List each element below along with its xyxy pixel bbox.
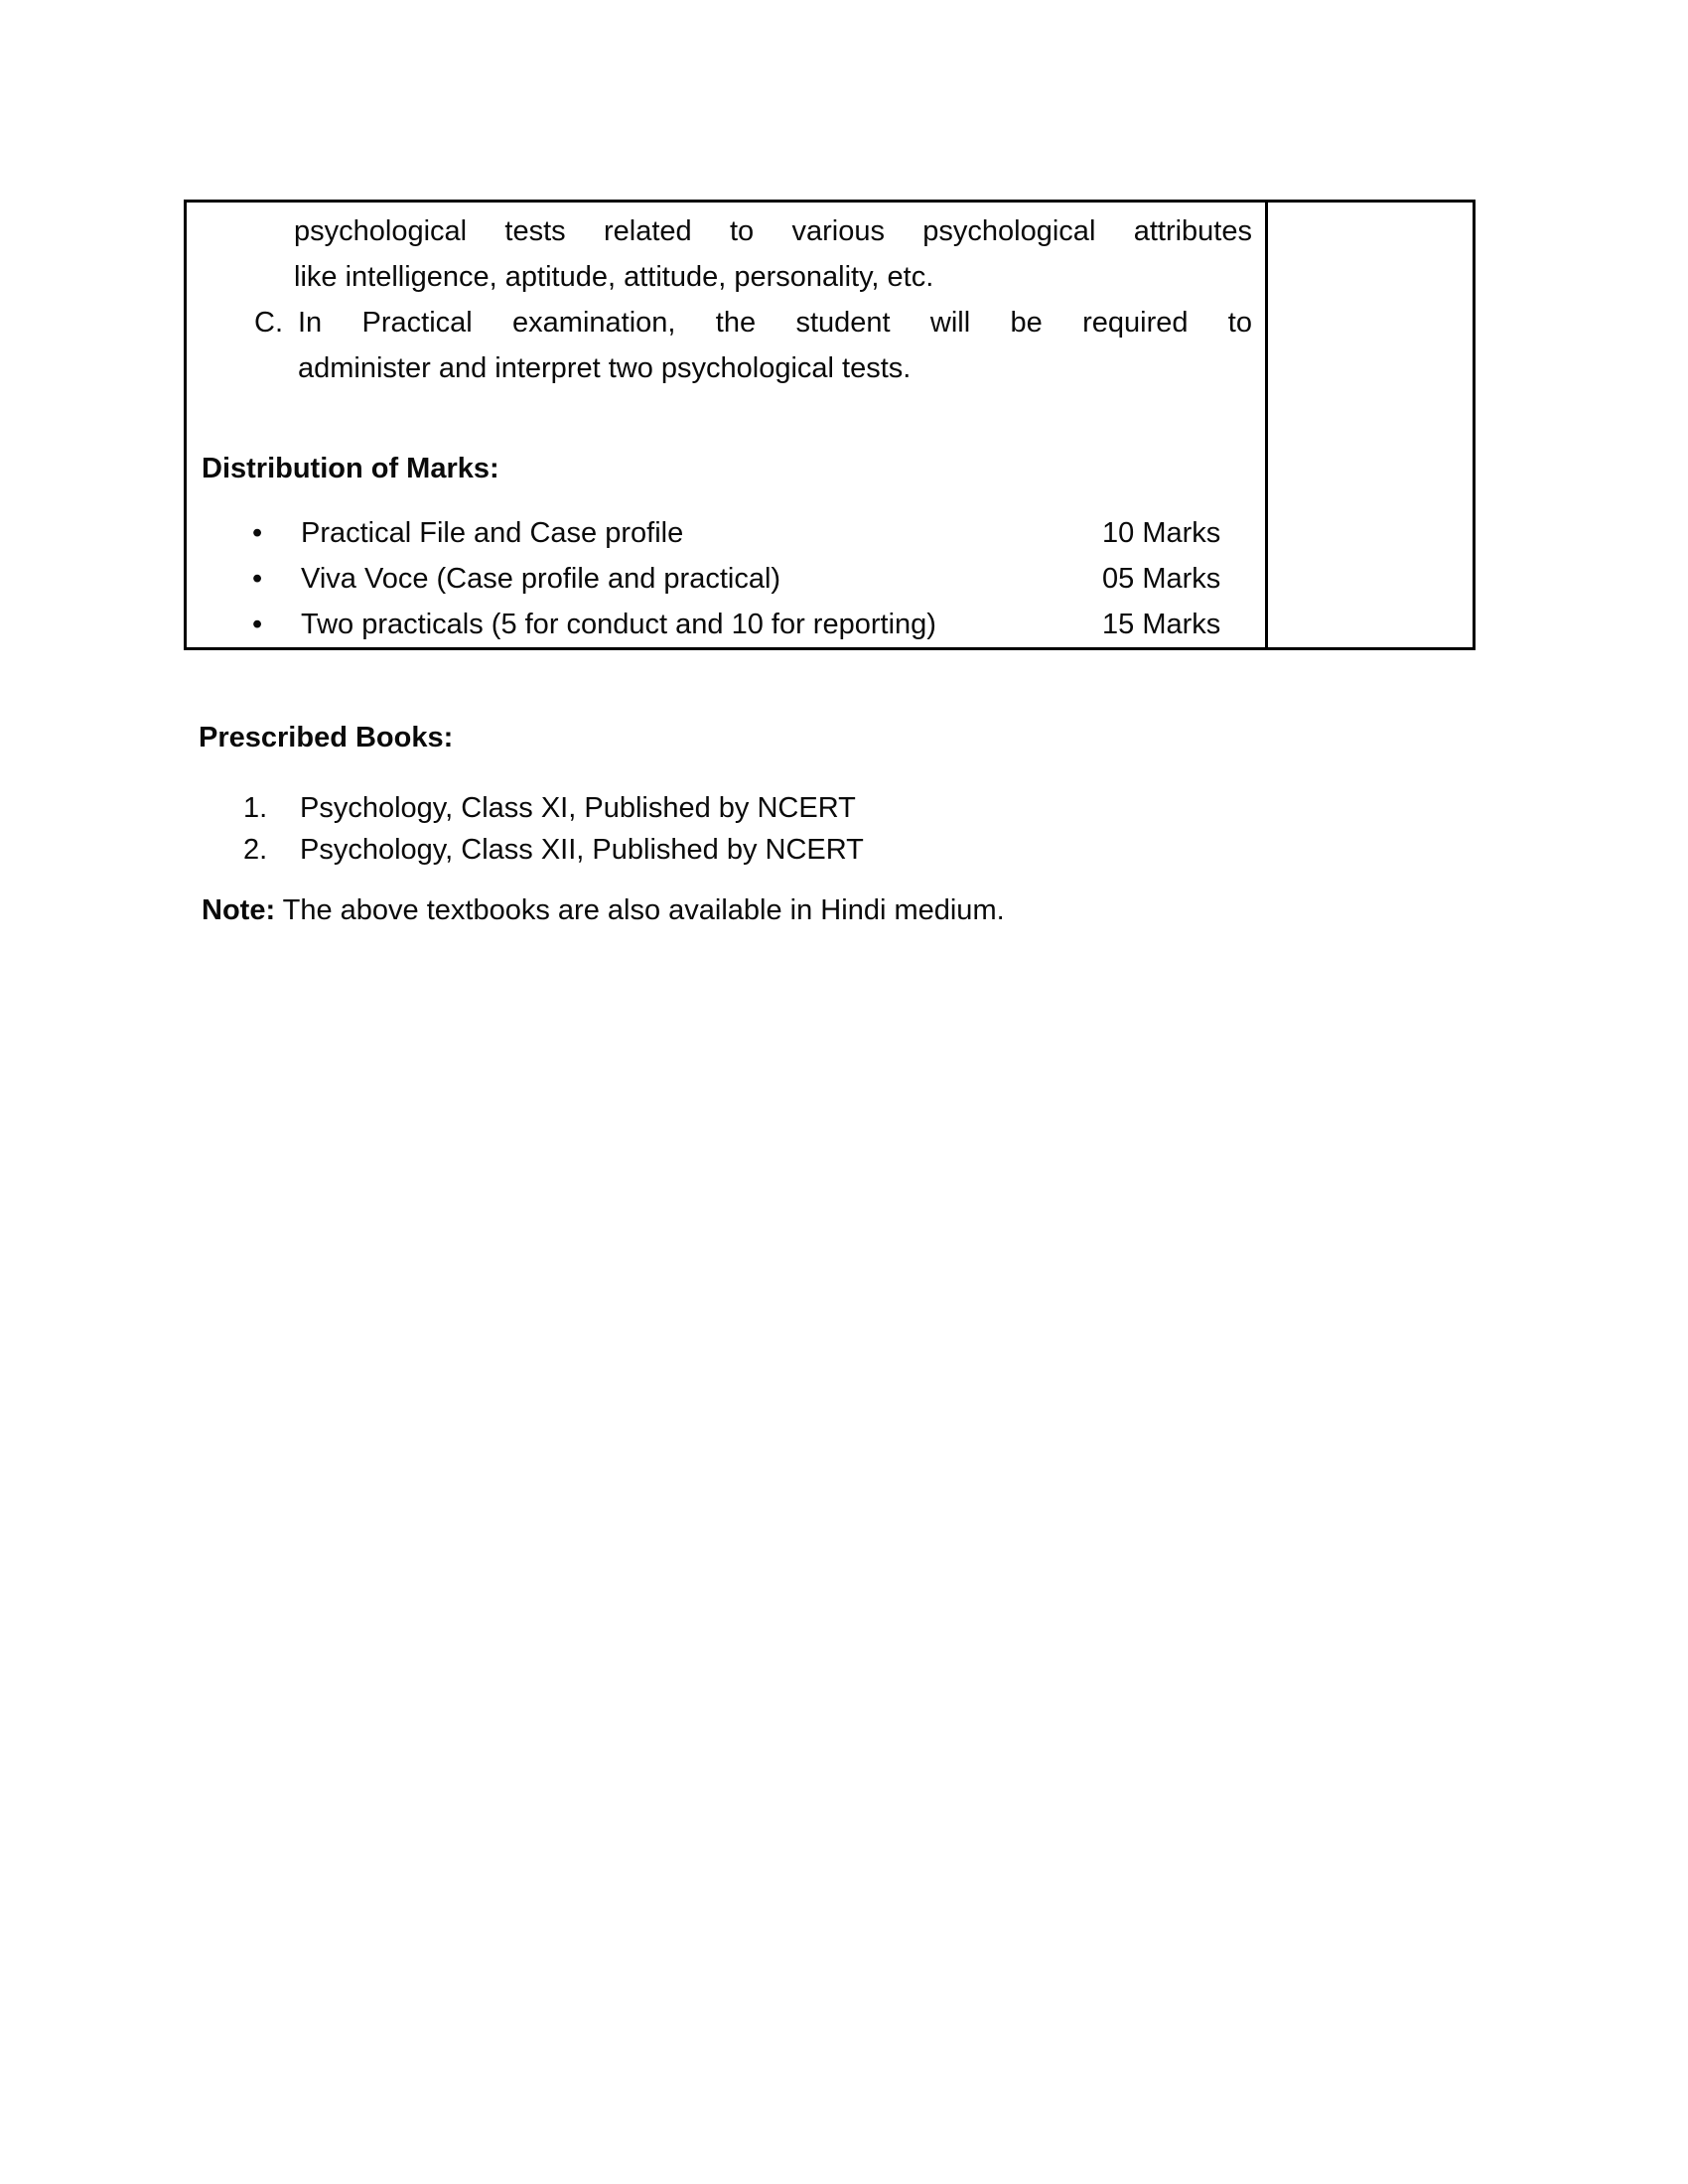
book-item-number: 2. <box>243 834 268 866</box>
book-list-item <box>243 787 1489 829</box>
note-text: The above textbooks are also available in Hindi medium. <box>275 894 1005 926</box>
bullet-icon: • <box>252 563 263 595</box>
prescribed-books-section <box>199 715 1489 871</box>
marks-list-item <box>252 510 1255 556</box>
marks-item-value: 10 Marks <box>1102 517 1221 549</box>
marks-item-label: Practical File and Case profile <box>301 517 684 549</box>
marks-item-label: Viva Voce (Case profile and practical) <box>301 563 781 595</box>
marks-list-item <box>252 602 1255 647</box>
bullet-icon: • <box>252 609 263 640</box>
marks-item-value: 05 Marks <box>1102 563 1221 595</box>
book-item-text: Psychology, Class XI, Published by NCERT <box>300 792 856 824</box>
list-item-c <box>254 300 1255 391</box>
paragraph-spacer <box>202 391 1255 446</box>
prescribed-books-heading: Prescribed Books: <box>199 722 454 753</box>
note-label: Note: <box>202 894 276 926</box>
continued-paragraph <box>294 208 1252 300</box>
marks-item-value: 15 Marks <box>1102 609 1221 640</box>
bullet-icon: • <box>252 517 263 549</box>
continued-paragraph-line-1: psychological tests related to various psychological attributes <box>294 215 1252 247</box>
distribution-of-marks-heading: Distribution of Marks: <box>202 453 499 484</box>
continued-paragraph-line-2: like intelligence, aptitude, attitude, personality, etc. <box>294 261 934 293</box>
list-item-c-line-2: administer and interpret two psychological tests. <box>298 352 912 384</box>
list-item-c-line-1: In Practical examination, the student will be required to <box>298 307 1252 339</box>
book-list-item <box>243 829 1489 871</box>
note-line <box>202 887 1492 933</box>
syllabus-table-main-cell <box>187 203 1265 647</box>
book-item-text: Psychology, Class XII, Published by NCERT <box>300 834 864 866</box>
marks-item-label: Two practicals (5 for conduct and 10 for reporting) <box>301 609 936 640</box>
syllabus-table-side-cell <box>1265 203 1473 647</box>
list-item-c-marker: C. <box>254 307 283 339</box>
list-item-c-text <box>298 300 1252 391</box>
marks-list-item <box>252 556 1255 602</box>
syllabus-table <box>184 200 1476 650</box>
book-item-number: 1. <box>243 792 268 824</box>
prescribed-books-list <box>199 787 1489 871</box>
